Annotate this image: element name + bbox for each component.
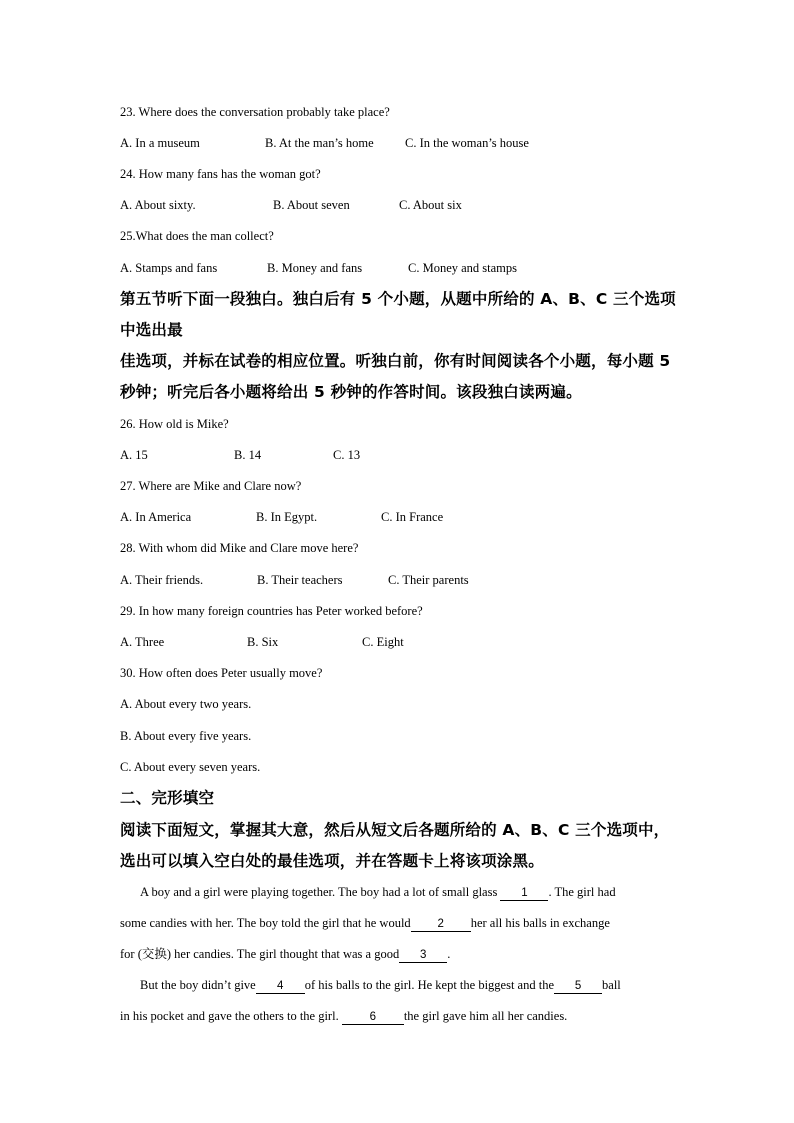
part2-instruction-line2: 选出可以填入空白处的最佳选项，并在答题卡上将该项涂黑。: [120, 852, 544, 870]
passage-text: in his pocket and gave the others to the girl.: [120, 1009, 339, 1023]
passage-text: her all his balls in exchange: [470, 916, 610, 930]
q28-option-c: C. Their parents: [388, 573, 469, 587]
passage-line: [140, 884, 616, 901]
passage-text: But the boy didn’t give: [140, 978, 256, 992]
question-29: 29. In how many foreign countries has Peter worked before?: [120, 604, 423, 618]
q27-option-b: B. In Egypt.: [256, 510, 318, 524]
passage-line: [120, 1008, 567, 1025]
passage-text: the girl gave him all her candies.: [403, 1009, 568, 1023]
section5-instruction-line2: 中选出最: [120, 321, 183, 339]
q24-option-b: B. About seven: [273, 198, 350, 212]
part2-instruction-line1: 阅读下面短文，掌握其大意，然后从短文后各题所给的 A、B、C 三个选项中，: [120, 821, 670, 839]
cloze-blank-5[interactable]: 5: [554, 980, 602, 994]
passage-text: . The girl had: [548, 885, 616, 899]
question-24: 24. How many fans has the woman got?: [120, 167, 321, 181]
q24-option-a: A. About sixty.: [120, 198, 196, 212]
question-28: 28. With whom did Mike and Clare move here?: [120, 541, 359, 555]
passage-line: [140, 977, 621, 994]
passage-text: .: [447, 947, 451, 961]
section5-instruction-line1: 第五节听下面一段独白。独白后有 5 个小题，从题中所给的 A、B、C 三个选项: [120, 290, 676, 308]
passage-text: of his balls to the girl. He kept the biggest and the: [304, 978, 555, 992]
cloze-blank-3[interactable]: 3: [399, 949, 447, 963]
q25-option-b: B. Money and fans: [267, 261, 363, 275]
passage-text: some candies with her. The boy told the girl that he would: [120, 916, 411, 930]
q30-option-a: A. About every two years.: [120, 697, 252, 711]
question-27: 27. Where are Mike and Clare now?: [120, 479, 302, 493]
q23-option-c: C. In the woman’s house: [405, 136, 529, 150]
question-23: 23. Where does the conversation probably take place?: [120, 105, 390, 119]
cloze-blank-4[interactable]: 4: [256, 980, 305, 994]
question-25: 25.What does the man collect?: [120, 229, 274, 243]
q29-option-c: C. Eight: [362, 635, 404, 649]
q25-option-a: A. Stamps and fans: [120, 261, 218, 275]
q26-option-c: C. 13: [333, 448, 361, 462]
cloze-blank-6[interactable]: 6: [342, 1011, 404, 1025]
q30-option-c: C. About every seven years.: [120, 760, 261, 774]
q27-option-a: A. In America: [120, 510, 192, 524]
question-30: 30. How often does Peter usually move?: [120, 666, 323, 680]
q27-option-c: C. In France: [381, 510, 444, 524]
cloze-blank-2[interactable]: 2: [411, 918, 471, 932]
q23-option-b: B. At the man’s home: [265, 136, 374, 150]
q29-option-b: B. Six: [247, 635, 279, 649]
passage-line: [120, 946, 450, 963]
part2-title: 二、完形填空: [120, 789, 215, 807]
q26-option-b: B. 14: [234, 448, 262, 462]
passage-line: [120, 915, 610, 932]
q23-option-a: A. In a museum: [120, 136, 200, 150]
q28-option-b: B. Their teachers: [257, 573, 343, 587]
cloze-blank-1[interactable]: 1: [500, 887, 548, 901]
section5-instruction-line4: 秒钟；听完后各小题将给出 5 秒钟的作答时间。该段独白读两遍。: [120, 383, 582, 401]
q24-option-c: C. About six: [399, 198, 462, 212]
q30-option-b: B. About every five years.: [120, 729, 252, 743]
passage-text: A boy and a girl were playing together. The boy had a lot of small glass: [140, 885, 498, 899]
question-26: 26. How old is Mike?: [120, 417, 229, 431]
q26-option-a: A. 15: [120, 448, 148, 462]
q29-option-a: A. Three: [120, 635, 165, 649]
section5-instruction-line3: 佳选项，并标在试卷的相应位置。听独白前，你有时间阅读各个小题，每小题 5: [120, 352, 671, 370]
q25-option-c: C. Money and stamps: [408, 261, 518, 275]
q28-option-a: A. Their friends.: [120, 573, 204, 587]
passage-text: ball: [602, 978, 621, 992]
passage-text: for (交换) her candies. The girl thought that was a good: [120, 947, 400, 961]
